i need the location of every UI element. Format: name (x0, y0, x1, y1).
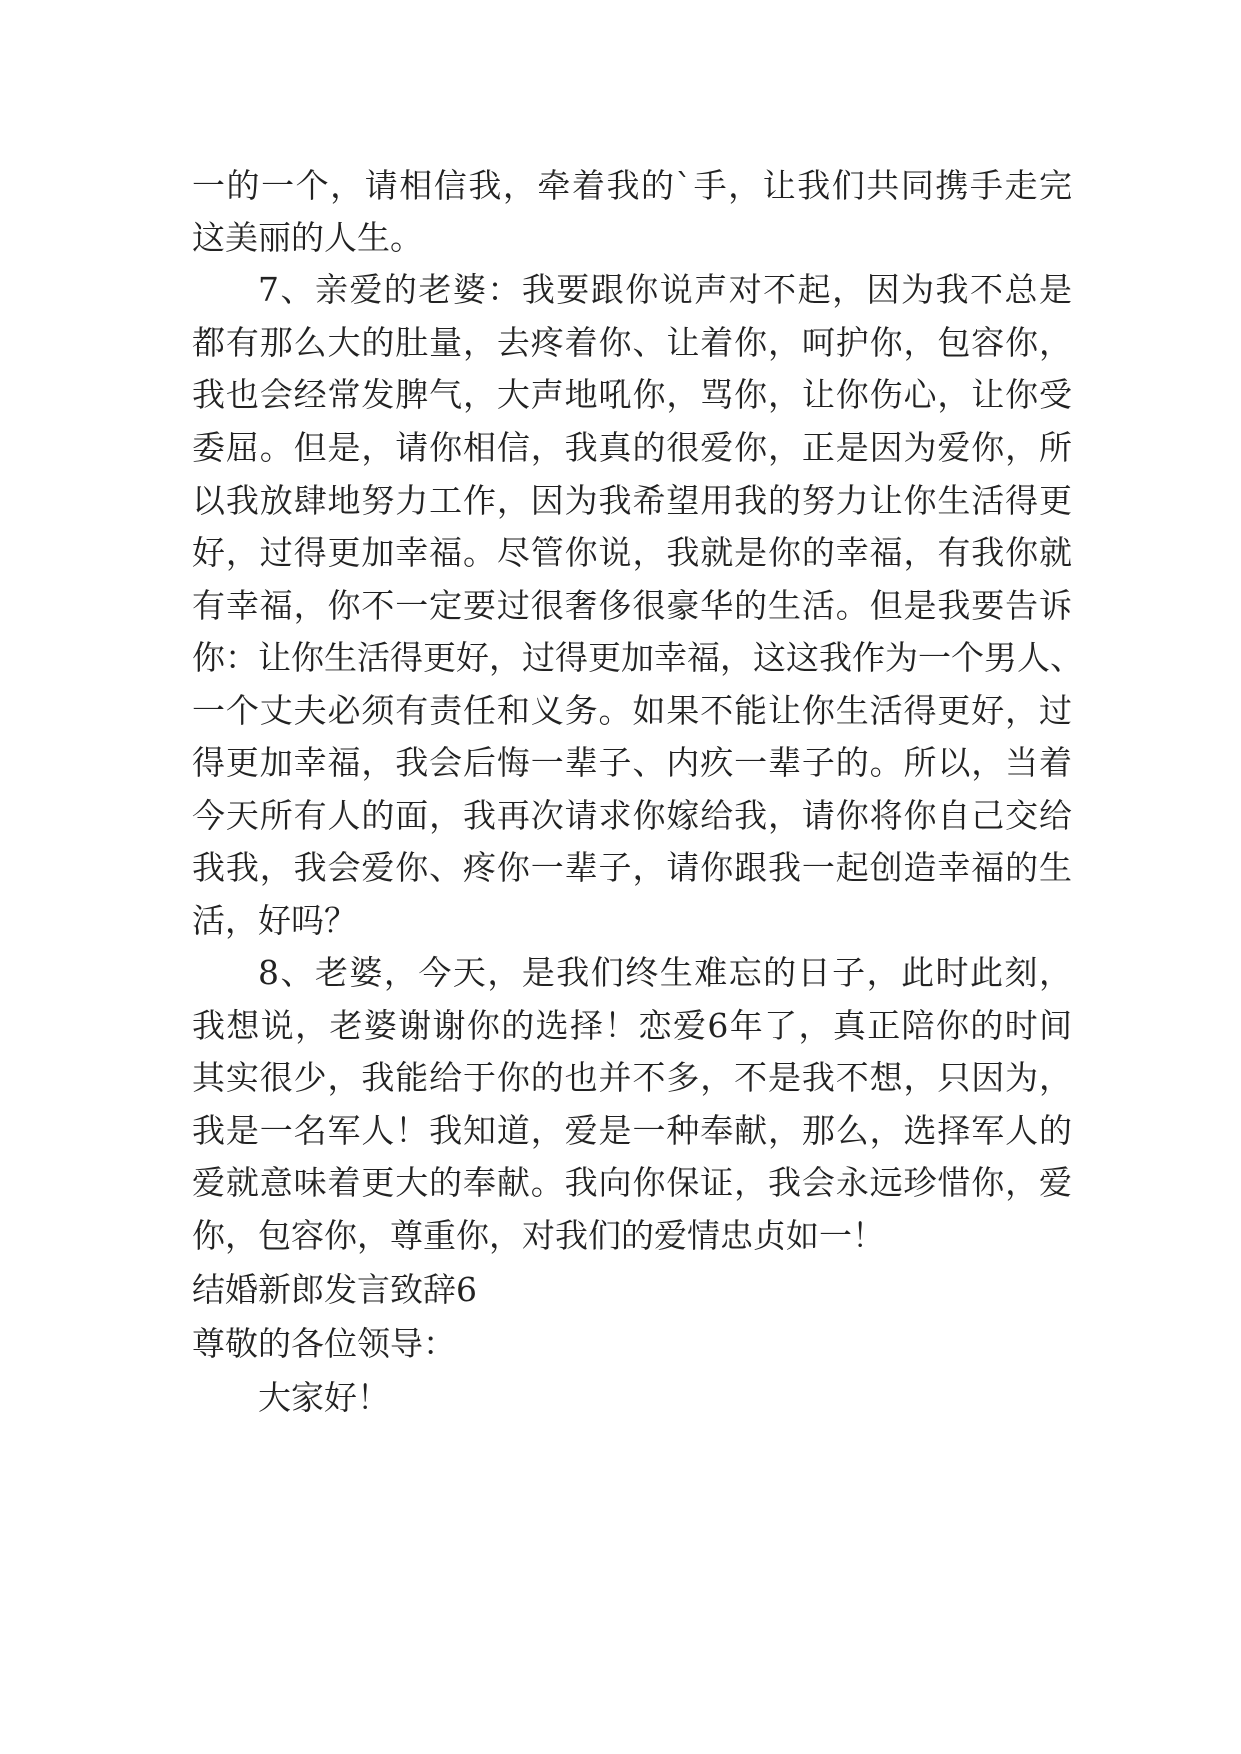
text-line: 今天所有人的面，我再次请求你嫁给我，请你将你自己交给 (192, 796, 1072, 835)
text-line: 好，过得更加幸福。尽管你说，我就是你的幸福，有我你就 (192, 533, 1072, 572)
text-line: 7、亲爱的老婆：我要跟你说声对不起，因为我不总是 (258, 270, 1072, 309)
text-line: 8、老婆，今天，是我们终生难忘的日子，此时此刻， (258, 953, 1072, 992)
text-line: 我我，我会爱你、疼你一辈子，请你跟我一起创造幸福的生 (192, 848, 1072, 887)
text-line: 我想说，老婆谢谢你的选择！恋爱6年了，真正陪你的时间 (192, 1006, 1072, 1045)
text-line: 得更加幸福，我会后悔一辈子、内疚一辈子的。所以，当着 (192, 743, 1072, 782)
text-line: 有幸福，你不一定要过很奢侈很豪华的生活。但是我要告诉 (192, 586, 1072, 625)
text-line: 我是一名军人！我知道，爱是一种奉献，那么，选择军人的 (192, 1111, 1072, 1150)
section-heading: 结婚新郎发言致辞6 (192, 1270, 477, 1309)
text-line: 活，好吗？ (192, 901, 357, 940)
text-line: 你：让你生活得更好，过得更加幸福，这这我作为一个男人、 (192, 638, 1083, 677)
text-line: 我也会经常发脾气，大声地吼你，骂你，让你伤心，让你受 (192, 375, 1072, 414)
text-line: 这美丽的人生。 (192, 218, 423, 257)
text-line: 都有那么大的肚量，去疼着你、让着你，呵护你，包容你， (192, 323, 1072, 362)
text-line: 其实很少，我能给于你的也并不多，不是我不想，只因为， (192, 1058, 1072, 1097)
salutation: 尊敬的各位领导： (192, 1324, 456, 1363)
text-line: 爱就意味着更大的奉献。我向你保证，我会永远珍惜你，爱 (192, 1163, 1072, 1202)
text-line: 一个丈夫必须有责任和义务。如果不能让你生活得更好，过 (192, 691, 1072, 730)
text-line: 一的一个，请相信我，牵着我的`手，让我们共同携手走完 (192, 166, 1072, 205)
greeting: 大家好！ (258, 1378, 390, 1417)
text-line: 你，包容你，尊重你，对我们的爱情忠贞如一！ (192, 1216, 885, 1255)
text-line: 以我放肆地努力工作，因为我希望用我的努力让你生活得更 (192, 481, 1072, 520)
text-line: 委屈。但是，请你相信，我真的很爱你，正是因为爱你，所 (192, 428, 1072, 467)
